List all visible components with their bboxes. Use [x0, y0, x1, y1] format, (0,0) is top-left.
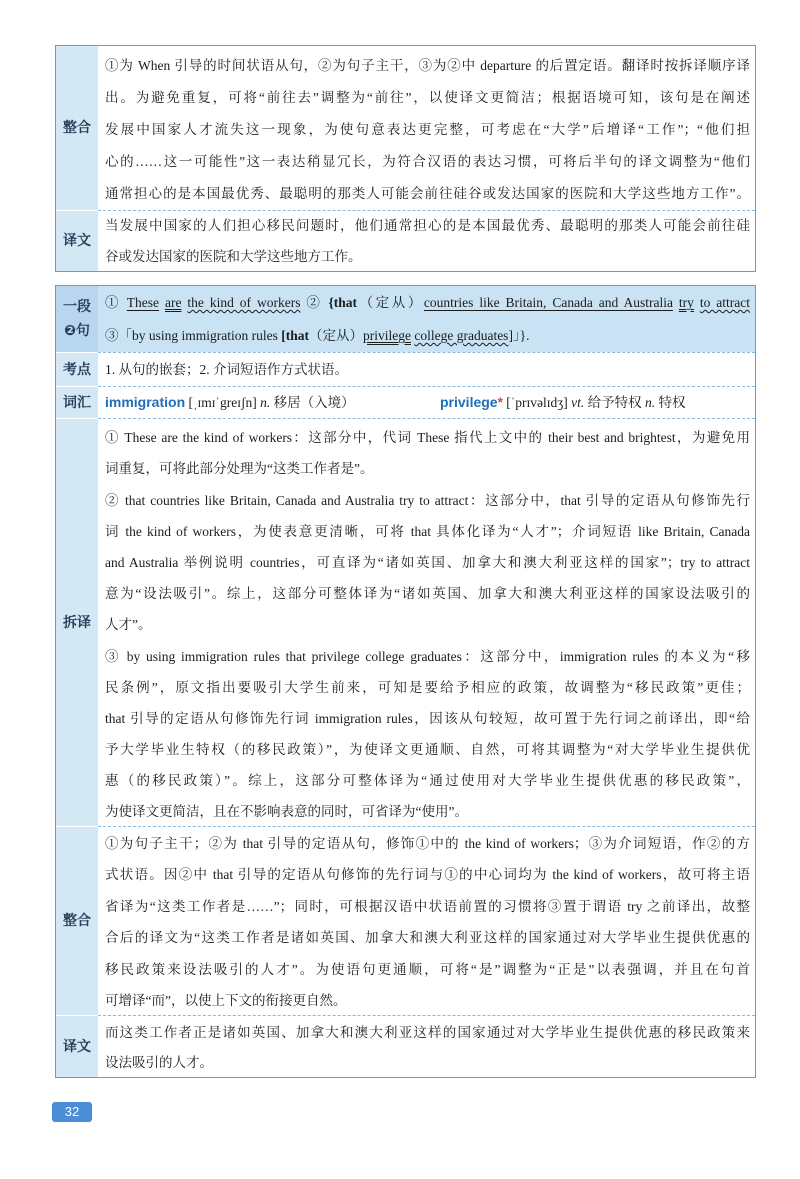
sentence-line-1: [105, 286, 750, 319]
clause-subject: countries like Britain, Canada and Australia: [423, 295, 673, 310]
row-label-integration: [56, 826, 98, 1015]
text-line: 惠（的移民政策）”。综上，这部分可整体译为“通过使用对大学毕业生提供优惠的移民政策”，: [105, 773, 750, 788]
text-line: 省译为“这类工作者是……”；同时，可根据汉语中状语前置的习惯将③置于谓语 try 之前译出，故整: [105, 898, 750, 914]
text-line: 心的……这一可能性”这一表达稍显冗长，为符合汉语的表达习惯，可将后半句的译文调整为“他们: [105, 154, 750, 169]
label-text: 考点: [63, 361, 91, 378]
translation-content: [98, 1015, 755, 1077]
row-label-test-point: [56, 352, 98, 386]
meaning: 给予特权: [587, 395, 642, 410]
sentence-line-2: [105, 319, 750, 352]
split-translation-content: [98, 418, 755, 826]
analysis-paragraph: [105, 641, 750, 827]
text-line: that 引导的定语从句修饰先行词 immigration rules，因该从句较短，故可置于先行词之前译出，即“给: [105, 711, 750, 726]
relative-pronoun: {that: [328, 295, 358, 310]
clause-marker: ②: [300, 295, 329, 310]
vocabulary-content: [98, 386, 755, 418]
vocab-word: privilege: [440, 394, 498, 410]
row-label-split-translation: [56, 418, 98, 826]
text-line: 式状语。因②中 that 引导的定语从句修饰的先行词与①的中心词均为 the kind of workers，故可将主语: [105, 867, 750, 883]
text-line: 通常担心的是本国最优秀、最聪明的那类人可能会前往硅谷或发达国家的医院和大学这些地方工作”。: [105, 186, 750, 201]
split-translation-row: [56, 418, 755, 826]
relative-pronoun: [that: [281, 328, 309, 343]
clause-marker: ①: [105, 295, 127, 310]
label-sentence: ❷句: [64, 323, 90, 339]
clause-object: college graduates: [414, 328, 509, 343]
closing-brackets: ]」}.: [508, 328, 530, 343]
text-line: 予大学毕业生特权（的移民政策）”，为使译文更通顺、自然，可将其调整为“对大学毕业生提供优: [105, 742, 750, 757]
row-label-vocabulary: [56, 386, 98, 418]
predicate: are: [164, 295, 182, 310]
vocab-entry: [440, 387, 685, 418]
text-line: 为使译文更简洁，且在不影响表意的同时，可省译为“使用”。: [105, 804, 468, 819]
part-of-speech: n.: [260, 395, 271, 410]
row-label-translation: [56, 1015, 98, 1077]
text-line: 移民政策来设法吸引的人才”。为使语句更通顺，可将“是”调整为“正是”以表强调，并且在句首: [105, 961, 750, 977]
label-text: 拆译: [63, 614, 91, 631]
subject: These: [126, 295, 160, 310]
text-line: 1. 从句的嵌套；2. 介词短语作方式状语。: [105, 362, 348, 377]
analysis-paragraph: [105, 422, 750, 484]
text-line: ①为 When 引导的时间状语从句，②为句子主干，③为②中 departure 的后置定语。翻译时按拆译顺序译: [105, 58, 750, 73]
row-label-translation: [56, 210, 98, 271]
text-line: 词重复，可将此部分处理为“这类工作者是”。: [105, 461, 374, 476]
label-text: 译文: [63, 1038, 91, 1055]
translation-row: [56, 1015, 755, 1077]
label-text: 词汇: [63, 394, 91, 411]
text-line: ② that countries like Britain, Canada and Australia try to attract：这部分中，that 引导的定语从句修饰先行: [105, 493, 750, 508]
vocab-entry: [105, 387, 440, 418]
sentence-analysis-block: [55, 285, 756, 1078]
text-line: 而这类工作者正是诸如英国、加拿大和澳大利亚这样的国家通过对大学毕业生提供优惠的移民政策来: [105, 1025, 750, 1041]
meaning: 特权: [658, 395, 686, 410]
test-point-content: [98, 352, 755, 386]
text-line: 谷或发达国家的医院和大学这些地方工作。: [105, 249, 362, 265]
text-line: ①为句子主干；②为 that 引导的定语从句，修饰①中的 the kind of workers；③为介词短语，作②的方: [105, 836, 750, 851]
text-line: and Australia 举例说明 countries，可直译为“诸如英国、加拿大和澳大利亚这样的国家”；try to attract: [105, 555, 750, 570]
page-number-badge: 32: [52, 1102, 92, 1122]
phonetic: [ˌɪmɪˈgreɪʃn]: [188, 395, 257, 410]
row-label-integration: [56, 46, 98, 210]
text-line: 民条例”，原文指出要吸引大学生前来，可知是要给予相应的政策，故调整为“移民政策”更佳；: [105, 680, 750, 695]
predicative: the kind of workers: [187, 295, 301, 310]
source-sentence: [98, 286, 755, 352]
sentence-header-row: [56, 286, 755, 352]
adverbial-phrase: ③「by using immigration rules: [105, 328, 282, 343]
analysis-paragraph: [105, 485, 750, 640]
text-line: 合后的译文为“这类工作者是诸如英国、加拿大和澳大利亚这样的国家通过对大学毕业生提供优惠的: [105, 930, 750, 946]
row-label-paragraph-sentence: [56, 286, 98, 352]
label-paragraph: 一段: [63, 299, 91, 315]
text-line: 设法吸引的人才。: [105, 1055, 213, 1071]
text-line: 人才”。: [105, 617, 152, 632]
integration-content: [98, 826, 755, 1015]
translation-content: [98, 210, 755, 271]
label-text: 整合: [63, 913, 91, 929]
integration-row: [56, 46, 755, 210]
clause-object: to attract: [699, 295, 751, 310]
text-line: ③ by using immigration rules that privilege college graduates：这部分中，immigration rules 的本义为“移: [105, 649, 750, 664]
vocabulary-row: [56, 386, 755, 418]
label-text: 译文: [63, 233, 91, 249]
text-line: ① These are the kind of workers：这部分中，代词 These 指代上文中的 their best and brightest，为避免用: [105, 430, 750, 445]
test-point-row: [56, 352, 755, 386]
integration-row: [56, 826, 755, 1015]
clause-note: （定从）: [309, 328, 363, 343]
phonetic: [ˈprɪvəlɪdʒ]: [506, 395, 568, 410]
text-line: 可增译“而”，以使上下文的衔接更自然。: [105, 993, 347, 1009]
part-of-speech: n.: [644, 395, 656, 410]
vocab-word: immigration: [105, 394, 186, 410]
previous-sentence-block: [55, 45, 756, 272]
translation-row: [56, 210, 755, 271]
text-line: 出。为避免重复，可将“前往去”调整为“前往”，以使译文更简洁；根据语境可知，该句是在阐述: [105, 90, 750, 105]
text-line: 词 the kind of workers，为使表意更清晰，可将 that 具体化译为“人才”；介词短语 like Britain, Canada: [105, 524, 750, 539]
meaning: 移居（入境）: [273, 395, 355, 410]
text-line: 发展中国家人才流失这一现象，为使句意表达更完整，可考虑在“大学”后增译“工作”；“他们担: [105, 122, 750, 137]
integration-content: [98, 46, 755, 210]
part-of-speech: vt.: [571, 395, 585, 410]
clause-note: （定从）: [357, 295, 424, 310]
text-line: 当发展中国家的人们担心移民问题时，他们通常担心的是本国最优秀、最聪明的那类人可能会前往硅: [105, 218, 750, 234]
clause-predicate: try: [678, 295, 694, 310]
clause-predicate: privilege: [363, 328, 411, 343]
label-text: 整合: [63, 120, 91, 136]
key-word-star: *: [497, 395, 503, 410]
text-line: 意为“设法吸引”。综上，这部分可整体译为“诸如英国、加拿大和澳大利亚这样的国家设法吸引的: [105, 586, 750, 601]
